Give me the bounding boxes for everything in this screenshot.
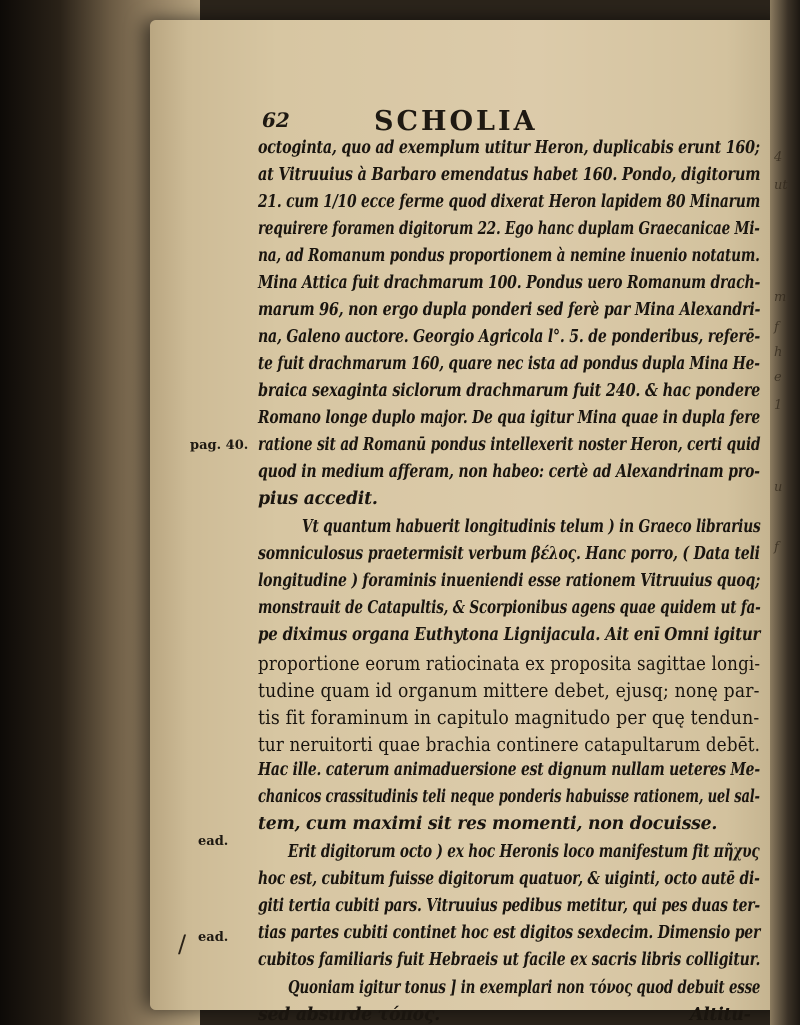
text-line: longitudine ) foraminis inueniendi esse rationem Vitruuius quoq;: [258, 571, 761, 591]
text-line: tias partes cubiti continet hoc est digitos sexdecim. Dimensio per: [258, 923, 761, 943]
margin-mark: /: [178, 930, 187, 958]
bleed-fragment: h: [774, 345, 783, 360]
text-line: tis fit foraminum in capitulo magnitudo per quę tendun-: [258, 706, 760, 729]
text-line: somniculosus praetermisit verbum βέλος. Hanc porro, ( Data teli: [258, 544, 760, 564]
text-line: tem, cum maximi sit res momenti, non docuisse.: [258, 814, 718, 834]
text-line: braica sexaginta siclorum drachmarum fuit 240. & hac pondere: [258, 381, 761, 401]
margin-note-ead: ead.: [198, 930, 229, 945]
text-line: Vt quantum habuerit longitudinis telum ) in Graeco librarius: [302, 517, 761, 537]
text-line: cubitos familiaris fuit Hebraeis ut facile ex sacris libris colligitur.: [258, 950, 761, 970]
text-line: Hac ille. caterum animaduersione est dignum nullam ueteres Me-: [258, 760, 760, 780]
bleed-fragment: f: [774, 320, 779, 335]
text-line: Mina Attica fuit drachmarum 100. Pondus uero Romanum drach-: [258, 273, 761, 293]
text-line: marum 96, non ergo dupla ponderi sed ferè par Mina Alexandri-: [258, 300, 761, 320]
margin-note-pag: pag. 40.: [190, 438, 249, 453]
margin-note-ead: ead.: [198, 834, 229, 849]
text-line: hoc est, cubitum fuisse digitorum quatuor, & uiginti, octo autē di-: [258, 869, 760, 889]
text-line: Romano longe duplo major. De qua igitur Mina quae in dupla fere: [258, 408, 761, 428]
text-line: octoginta, quo ad exemplum utitur Heron, duplicabis erunt 160;: [258, 138, 760, 158]
running-title: SCHOLIA: [374, 106, 538, 137]
text-line: chanicos crassitudinis teli neque ponderis habuisse rationem, uel sal-: [258, 787, 760, 807]
bleed-fragment: 1: [774, 398, 783, 413]
text-line: te fuit drachmarum 160, quare nec ista ad pondus dupla Mina He-: [258, 354, 760, 374]
text-line: at Vitruuius à Barbaro emendatus habet 160. Pondo, digitorum: [258, 165, 761, 185]
text-line: Erit digitorum octo ) ex hoc Heronis loco manifestum fit πῆχυς: [288, 842, 760, 862]
text-line: na, Galeno auctore. Georgio Agricola l°. 5. de ponderibus, referē-: [258, 327, 760, 347]
bleed-fragment: 4: [774, 150, 783, 165]
bleed-fragment: f: [774, 540, 779, 555]
catchword: Altitu-: [690, 1005, 751, 1025]
bleed-fragment: u: [774, 480, 783, 495]
text-line: 21. cum 1/10 ecce ferme quod dixerat Heron lapidem 80 Minarum: [258, 192, 761, 212]
text-line: Quoniam igitur tonus ] in exemplari non τόνος quod debuit esse: [288, 978, 761, 998]
bleed-fragment: e: [774, 370, 782, 385]
text-line: na, ad Romanum pondus proportionem à nemine inuenio notatum.: [258, 246, 760, 266]
text-line: proportione eorum ratiocinata ex proposita sagittae longi-: [258, 652, 761, 675]
text-line: monstrauit de Catapultis, & Scorpionibus agens quae quidem ut fa-: [258, 598, 761, 618]
text-line: pius accedit.: [258, 489, 378, 509]
page-number: 62: [262, 108, 290, 132]
text-line: quod in medium afferam, non habeo: certè ad Alexandrinam pro-: [258, 462, 760, 482]
text-line: giti tertia cubiti pars. Vitruuius pedibus metitur, qui pes duas ter-: [258, 896, 760, 916]
text-line: requirere foramen digitorum 22. Ego hanc duplam Graecanicae Mi-: [258, 219, 760, 239]
bleed-fragment: ut: [774, 178, 788, 193]
text-line: tudine quam id organum mittere debet, ejusq; nonę par-: [258, 679, 760, 702]
text-line: pe diximus organa Euthytona Lignijacula. Ait enī Omni igitur: [258, 625, 761, 645]
text-line: tur neruitorti quae brachia continere catapultarum debēt.: [258, 733, 761, 756]
text-line: ratione sit ad Romanū pondus intellexerit noster Heron, certi quid: [258, 435, 761, 455]
bleed-fragment: m: [774, 290, 787, 305]
text-line: sed absurde τόπος.: [258, 1005, 440, 1025]
